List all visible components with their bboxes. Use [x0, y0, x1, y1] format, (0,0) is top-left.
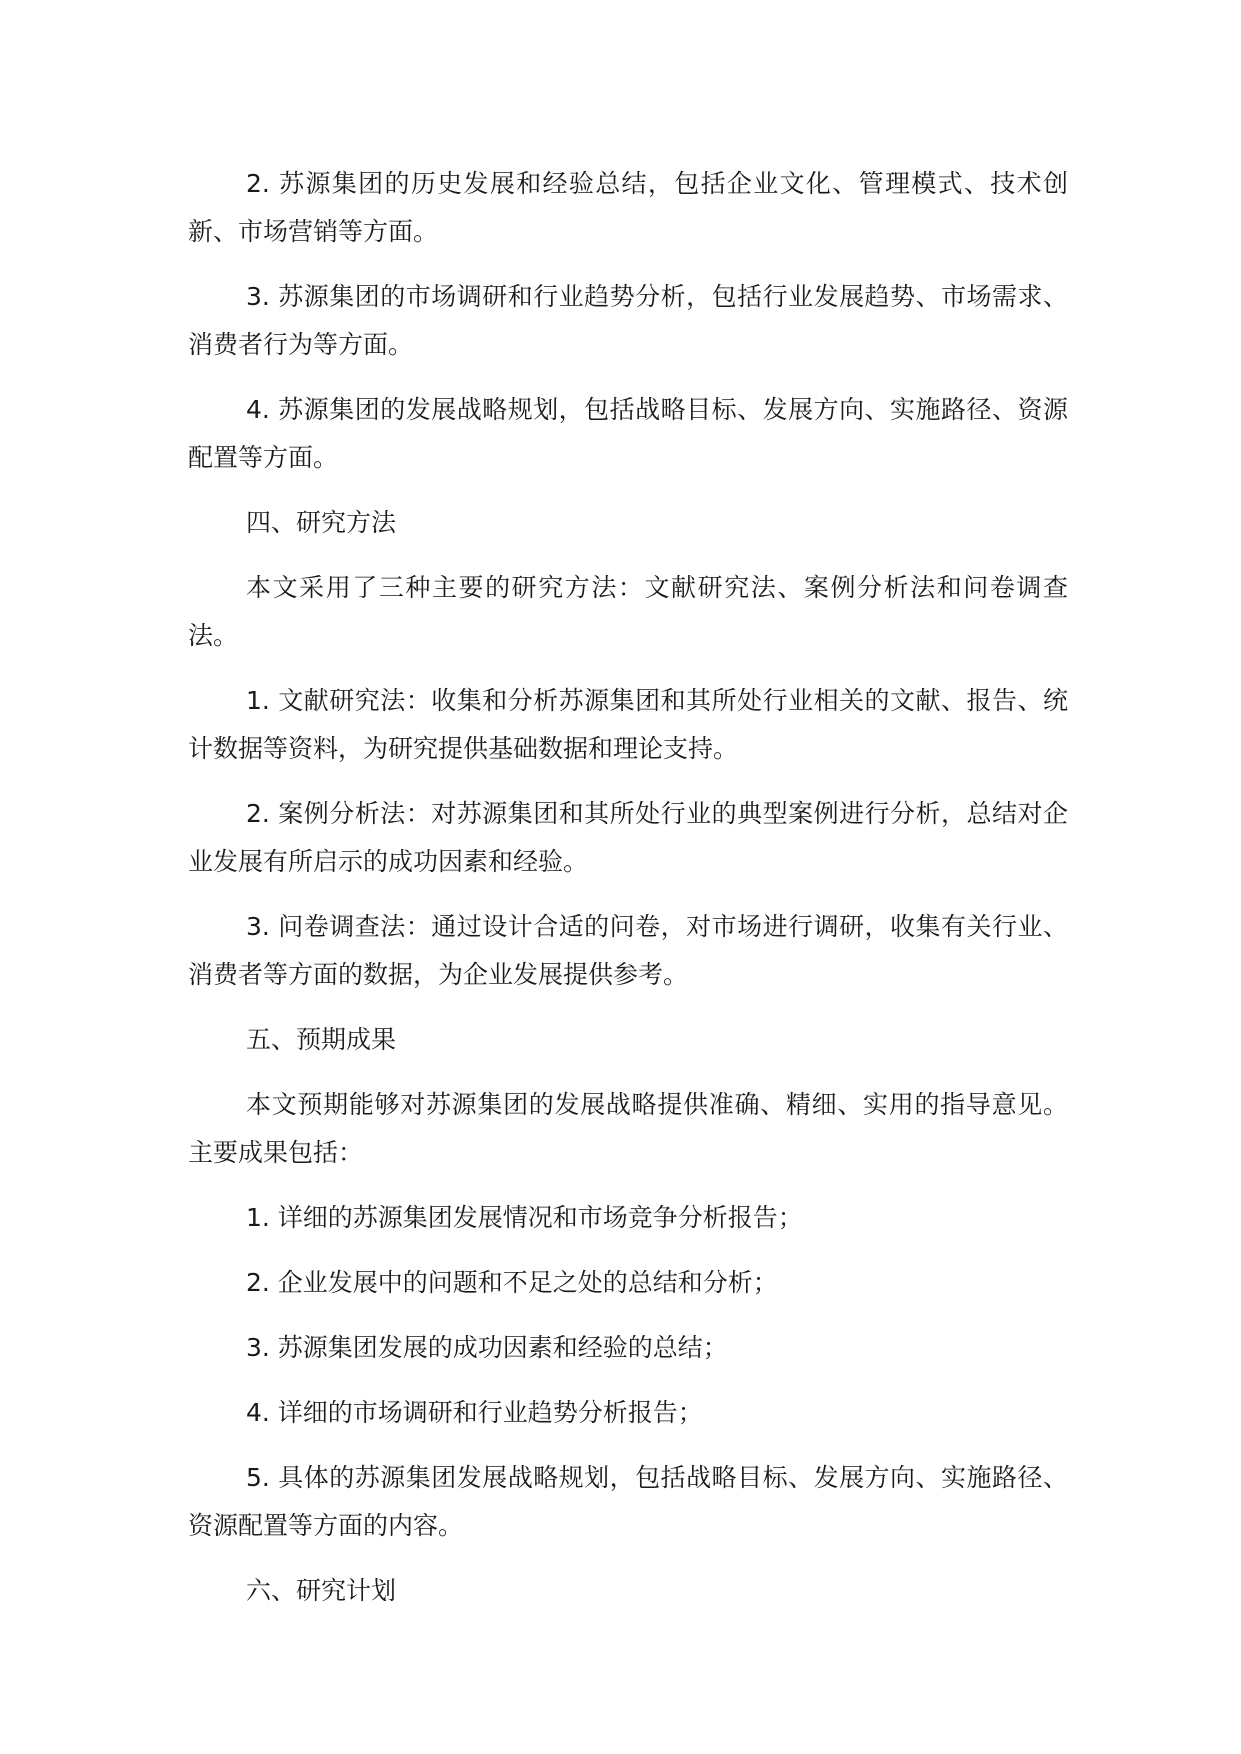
- list-item-scope-4: 4. 苏源集团的发展战略规划，包括战略目标、发展方向、实施路径、资源配置等方面。: [188, 395, 1068, 472]
- outcome-item-2: 2. 企业发展中的问题和不足之处的总结和分析；: [246, 1268, 778, 1297]
- outcome-item-1: 1. 详细的苏源集团发展情况和市场竞争分析报告；: [246, 1203, 803, 1232]
- methods-intro: 本文采用了三种主要的研究方法：文献研究法、案例分析法和问卷调查法。: [188, 573, 1068, 650]
- outcome-item-5: 5. 具体的苏源集团发展战略规划，包括战略目标、发展方向、实施路径、资源配置等方面的内容。: [188, 1463, 1068, 1540]
- section-heading-methods: 四、研究方法: [246, 508, 397, 537]
- method-literature: 1. 文献研究法：收集和分析苏源集团和其所处行业相关的文献、报告、统计数据等资料，为研究提供基础数据和理论支持。: [188, 686, 1068, 763]
- section-heading-outcomes: 五、预期成果: [246, 1025, 397, 1054]
- section-heading-plan: 六、研究计划: [246, 1576, 397, 1605]
- list-item-scope-2: 2. 苏源集团的历史发展和经验总结，包括企业文化、管理模式、技术创新、市场营销等方面。: [188, 169, 1068, 246]
- outcome-item-3: 3. 苏源集团发展的成功因素和经验的总结；: [246, 1333, 728, 1362]
- method-case-study: 2. 案例分析法：对苏源集团和其所处行业的典型案例进行分析，总结对企业发展有所启示的成功因素和经验。: [188, 799, 1068, 876]
- method-questionnaire: 3. 问卷调查法：通过设计合适的问卷，对市场进行调研，收集有关行业、消费者等方面的数据，为企业发展提供参考。: [188, 912, 1068, 989]
- list-item-scope-3: 3. 苏源集团的市场调研和行业趋势分析，包括行业发展趋势、市场需求、消费者行为等方面。: [188, 282, 1068, 359]
- outcomes-intro: 本文预期能够对苏源集团的发展战略提供准确、精细、实用的指导意见。主要成果包括：: [188, 1090, 1068, 1167]
- outcome-item-4: 4. 详细的市场调研和行业趋势分析报告；: [246, 1398, 703, 1427]
- document-body: [188, 160, 1068, 1632]
